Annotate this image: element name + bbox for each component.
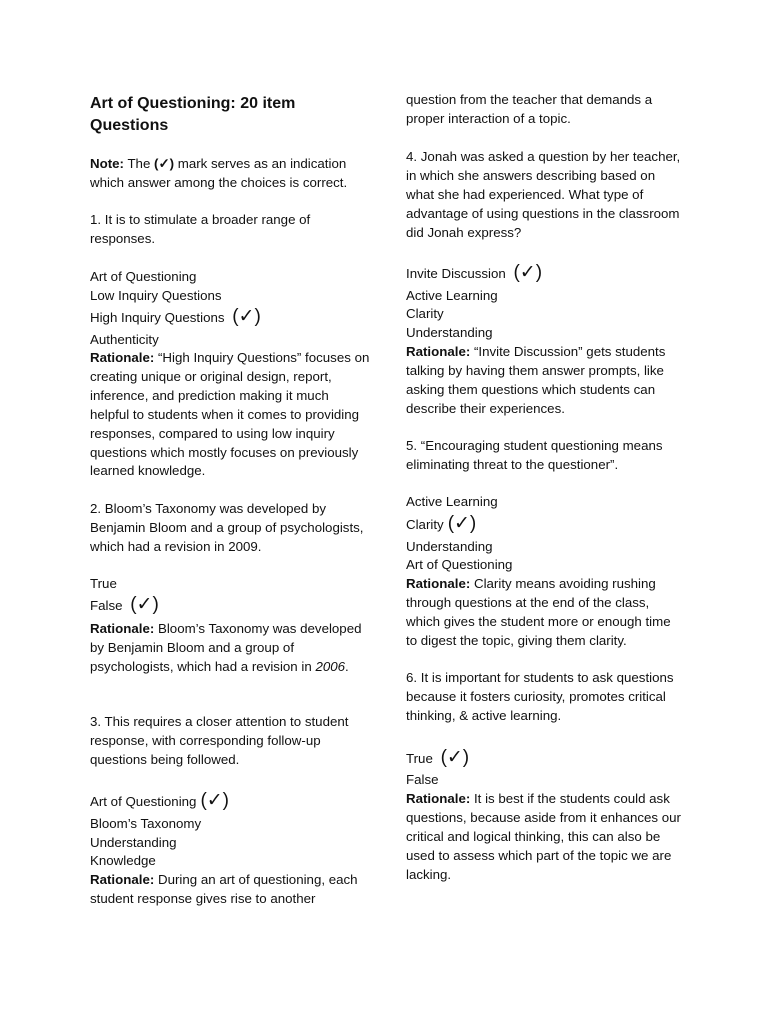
q6-option-label: True [406,751,433,766]
q1-rationale [90,349,370,481]
note-text-after: mark serves as an indication which answer among the choices is correct. [90,156,348,190]
q1-option: Authenticity [90,332,159,347]
note-label: Note: [90,156,124,171]
q1-option: Low Inquiry Questions [90,288,222,303]
q4-rationale [406,343,684,419]
q5-option-label: Clarity [406,517,444,532]
q2-option: True [90,576,117,591]
note-mark: (✓) [154,156,175,171]
q4-option-correct [406,264,542,284]
q4-option: Understanding [406,325,493,340]
q2-option-correct [90,596,159,616]
q3-question: 3. This requires a closer attention to student response, with corresponding follow-up questions being followed. [90,714,349,767]
check-mark-icon: (✓) [513,262,543,283]
q5-option: Art of Questioning [406,557,513,572]
page-title: Art of Questioning: 20 item Questions [90,95,296,134]
q3-option-label: Art of Questioning [90,794,197,809]
q6-rationale-text: It is best if the students could ask questions, because aside from it enhances our critical and logical thinking, this can also be used to assess which part of the topic we are lacking. [406,791,681,882]
note-paragraph [90,155,370,193]
q5-option: Understanding [406,539,493,554]
q2-option-label: False [90,598,123,613]
q6-question: 6. It is important for students to ask questions because it fosters curiosity, promotes critical thinking, & active learning. [406,670,674,723]
rationale-label: Rationale: [406,791,471,806]
q5-option-correct [406,515,476,535]
q3-option-correct [90,792,229,812]
q1-question: 1. It is to stimulate a broader range of responses. [90,212,311,246]
rationale-label: Rationale: [406,576,471,591]
q1-rationale-text: “High Inquiry Questions” focuses on creating unique or original design, report, inference, and prediction making it much helpful to students when it comes to providing responses, compared to using low inquiry questions which mostly focuses on previously learned knowledge. [90,350,370,479]
q4-rationale-text: “Invite Discussion” gets students talking by having them answer prompts, like asking them questions which students can describe their experiences. [406,344,666,416]
check-mark-icon: (✓) [130,594,159,615]
q5-rationale [406,575,684,651]
q4-question: 4. Jonah was asked a question by her teacher, in which she answers describing based on what she had experienced. What type of advantage of using questions in the classroom did Jonah express? [406,149,681,240]
q2-rationale-end: . [345,658,349,674]
q6-option: False [406,772,439,787]
check-mark-icon: (✓) [447,513,477,534]
q3-option: Bloom’s Taxonomy [90,816,202,831]
q3-option: Knowledge [90,853,156,868]
q3-rationale [90,871,370,909]
q6-option-correct [406,749,469,769]
q4-option: Active Learning [406,288,498,303]
q3-rationale-continued: question from the teacher that demands a proper interaction of a topic. [406,92,653,126]
q2-rationale-text: Bloom’s Taxonomy was developed by Benjamin Bloom and a group of psychologists, which had a revision in [90,621,362,674]
rationale-label: Rationale: [90,621,155,636]
q1-option-correct [90,308,261,328]
q1-option: Art of Questioning [90,269,197,284]
note-text-before: The [123,156,155,171]
q6-rationale [406,790,684,885]
rationale-label: Rationale: [90,350,155,365]
q2-rationale [90,620,370,677]
q4-option: Clarity [406,306,444,321]
check-mark-icon: (✓) [440,747,470,768]
q2-question: 2. Bloom’s Taxonomy was developed by Benjamin Bloom and a group of psychologists, which had a revision in 2009. [90,501,364,554]
q4-option-label: Invite Discussion [406,266,506,281]
q1-option-label: High Inquiry Questions [90,310,225,325]
rationale-label: Rationale: [90,872,155,887]
q3-rationale-text: During an art of questioning, each student response gives rise to another [90,872,358,906]
rationale-label: Rationale: [406,344,471,359]
check-mark-icon: (✓) [232,306,261,327]
q3-option: Understanding [90,835,177,850]
q5-rationale-text: Clarity means avoiding rushing through questions at the end of the class, which gives the student more or enough time to digest the topic, giving them clarity. [406,576,671,648]
q5-option: Active Learning [406,494,498,509]
q2-rationale-year: 2006 [315,658,346,674]
check-mark-icon: (✓) [200,790,230,811]
q5-question: 5. “Encouraging student questioning means eliminating threat to the questioner”. [406,438,663,472]
